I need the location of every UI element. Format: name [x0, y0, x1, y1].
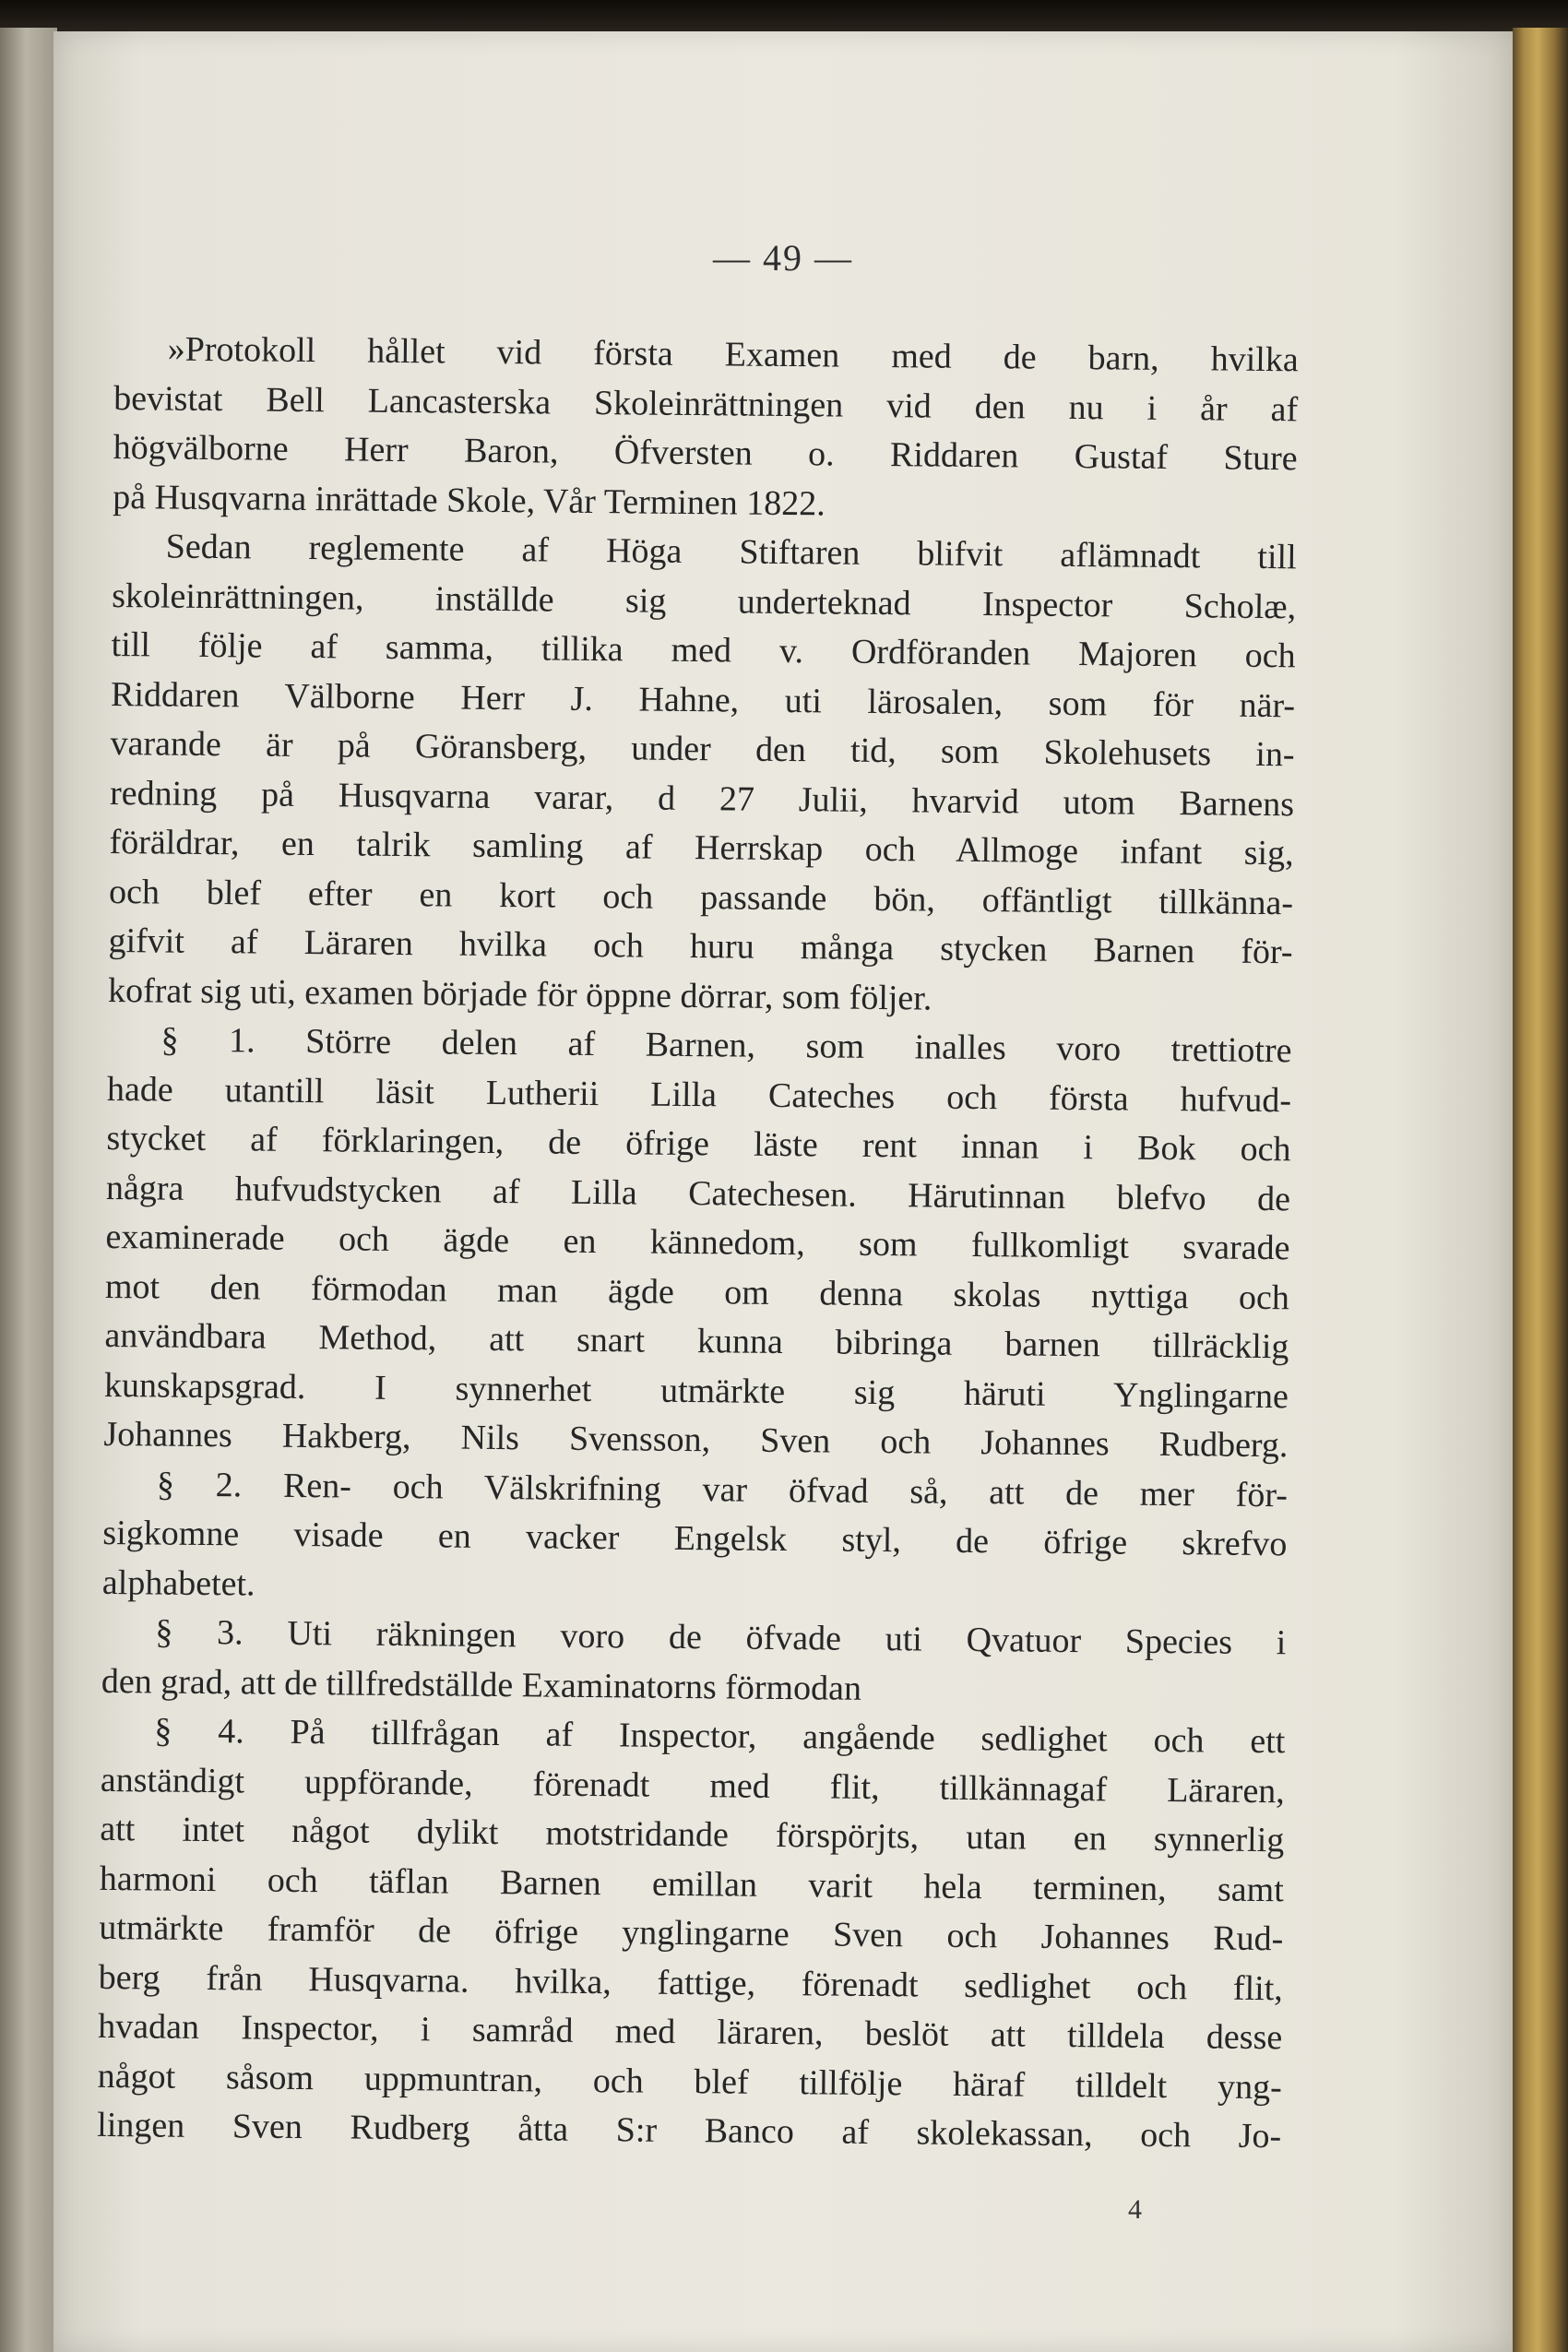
text-line: något såsom uppmuntran, och blef tillfölje häraf tilldelt yng- — [97, 2056, 1282, 2107]
text-line: berg från Husqvarna. hvilka, fattige, förenadt sedlighet och flit, — [98, 1957, 1283, 2008]
page-body-text — [97, 325, 1299, 2162]
text-line: skoleinrättningen, inställde sig underteknad Inspector Scholæ, — [111, 576, 1297, 626]
book-spine-edge — [1513, 28, 1568, 2352]
text-line: § 2. Ren- och Välskrifning var öfvad så, att de mer för- — [156, 1464, 1289, 1515]
text-line: kofrat sig uti, examen började för öppne dörrar, som följer. — [107, 970, 932, 1018]
text-line: föräldrar, en talrik samling af Herrskap och Allmoge infant sig, — [109, 822, 1294, 873]
text-line: till följe af samma, tillika med v. Ordföranden Majoren och — [111, 624, 1296, 676]
left-page-edge — [0, 28, 57, 2352]
text-line: att intet något dylikt motstridande förspörjts, utan en synnerlig — [100, 1809, 1285, 1860]
text-line: »Protokoll hållet vid första Examen med de barn, hvilka — [167, 329, 1299, 380]
text-line: gifvit af Läraren hvilka och huru många stycken Barnen för- — [108, 921, 1293, 972]
text-line: hvadan Inspector, i samråd med läraren, beslöt att tilldela desse — [98, 2006, 1283, 2058]
text-line: redning på Husqvarna varar, d 27 Julii, hvarvid utom Barnens — [109, 773, 1295, 824]
text-line: examinerade och ägde en kännedom, som fullkomligt svarade — [105, 1217, 1290, 1268]
scan-top-edge — [0, 0, 1568, 33]
text-line: Johannes Hakberg, Nils Svensson, Sven och Johannes Rudberg. — [103, 1414, 1289, 1466]
text-line: stycket af förklaringen, de öfrige läste rent innan i Bok och — [106, 1118, 1291, 1170]
text-line: hade utantill läsit Lutherii Lilla Cateches och första hufvud- — [106, 1069, 1292, 1120]
text-line: anständigt uppförande, förenadt med flit, tillkännagaf Läraren, — [100, 1760, 1285, 1811]
text-line: Sedan reglemente af Höga Stiftaren blifvit aflämnadt till — [165, 527, 1297, 577]
text-line: mot den förmodan man ägde om denna skolas nyttiga och — [104, 1266, 1290, 1317]
text-line: lingen Sven Rudberg åtta S:r Banco af skolekassan, och Jo- — [97, 2105, 1282, 2156]
text-line: harmoni och täflan Barnen emillan varit hela terminen, samt — [99, 1859, 1284, 1909]
text-line: Riddaren Välborne Herr J. Hahne, uti lärosalen, som för när- — [110, 674, 1296, 725]
text-line: och blef efter en kort och passande bön, offäntligt tillkänna- — [108, 872, 1294, 922]
text-line: utmärkte framför de öfrige ynglingarne Sven och Johannes Rud- — [99, 1907, 1284, 1959]
signature-mark: 4 — [1128, 2194, 1142, 2225]
text-line: bevistat Bell Lancasterska Skoleinrättningen vid den nu i år af — [113, 378, 1299, 429]
text-line: § 3. Uti räkningen voro de öfvade uti Qvatuor Species i — [155, 1612, 1287, 1663]
page-number-header: — 49 — — [713, 237, 853, 279]
text-line: varande är på Göransberg, under den tid, som Skolehusets in- — [110, 723, 1295, 775]
text-line: alphabetet. — [101, 1562, 255, 1604]
text-line: sigkomne visade en vacker Engelsk styl, de öfrige skrefvo — [102, 1513, 1288, 1564]
text-line: några hufvudstycken af Lilla Catechesen. Härutinnan blefvo de — [105, 1168, 1291, 1218]
text-line: högvälborne Herr Baron, Öfversten o. Riddaren Gustaf Sture — [113, 427, 1298, 479]
text-line: § 4. På tillfrågan af Inspector, angående sedlighet och ett — [154, 1711, 1286, 1762]
text-line: användbara Method, att snart kunna bibringa barnen tillräcklig — [104, 1315, 1289, 1367]
text-line: på Husqvarna inrättade Skole, Vår Terminen 1822. — [113, 477, 826, 523]
book-page — [53, 31, 1513, 2352]
text-line: den grad, att de tillfredställde Examinatorns förmodan — [101, 1661, 862, 1708]
text-line: kunskapsgrad. I synnerhet utmärkte sig häruti Ynglingarne — [103, 1365, 1289, 1416]
text-line: § 1. Större delen af Barnen, som inalles voro trettiotre — [160, 1020, 1292, 1071]
